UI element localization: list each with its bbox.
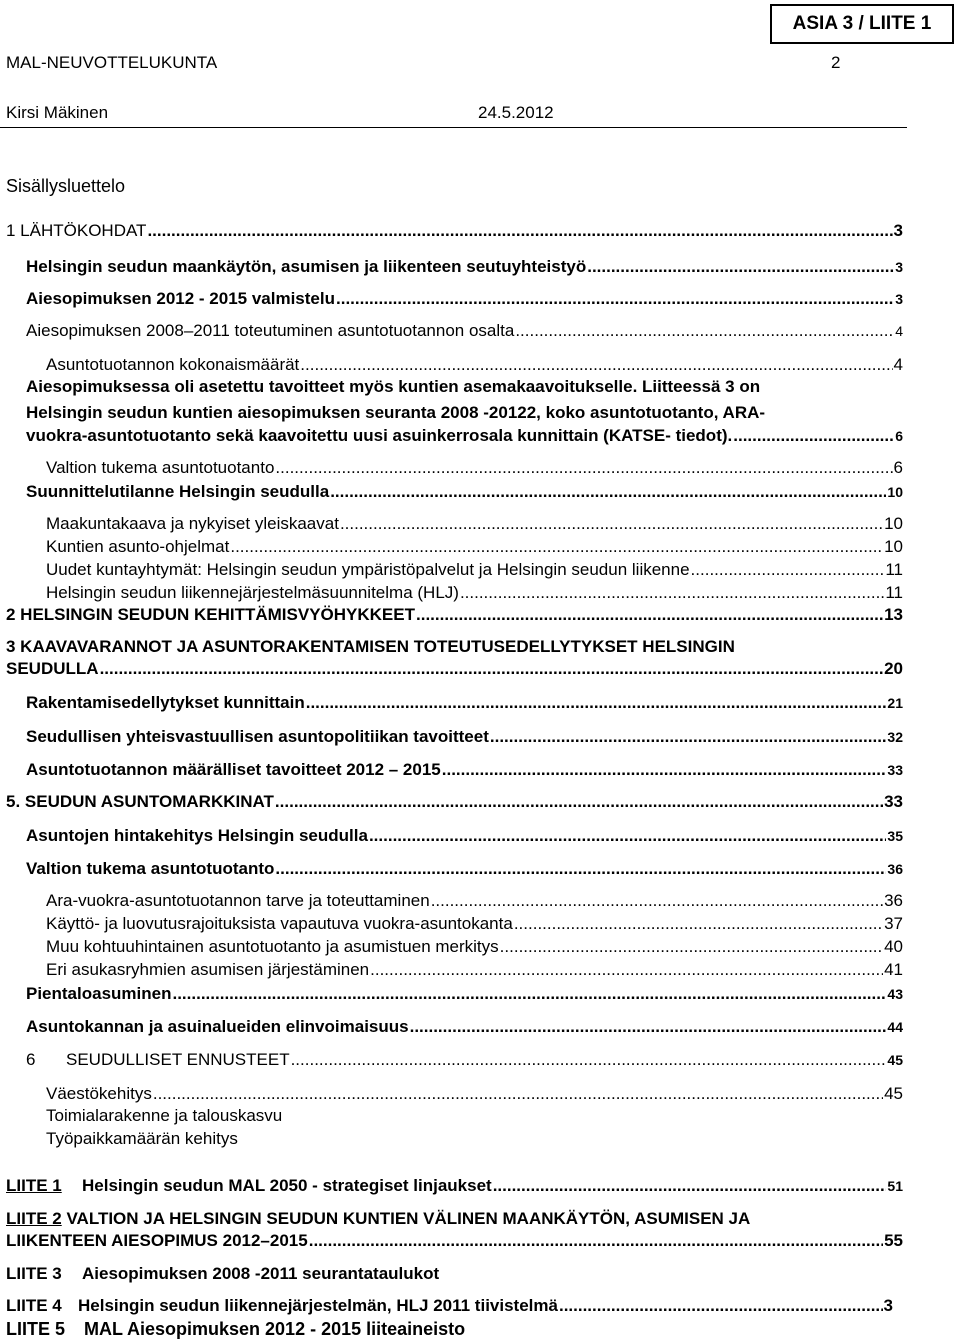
- toc-entry-attachment[interactable]: LIITE 2 VALTION JA HELSINGIN SEUDUN KUNTIEN VÄLINEN MAANKÄYTÖN, ASUMISEN JA: [6, 1209, 751, 1228]
- toc-entry[interactable]: Valtion tukema asuntotuotanto ..... 6: [46, 457, 903, 479]
- toc-entry[interactable]: Valtion tukema asuntotuotanto ..... 36: [26, 858, 903, 880]
- header-page-number: 2: [831, 53, 841, 72]
- toc-entry[interactable]: Rakentamisedellytykset kunnittain ..... 21: [26, 692, 903, 714]
- toc-entry[interactable]: Eri asukasryhmien asumisen järjestäminen ..... 41: [46, 959, 903, 981]
- toc-entry[interactable]: Muu kohtuuhintainen asuntotuotanto ja asumistuen merkitys ..... 40: [46, 936, 903, 958]
- toc-entry[interactable]: Helsingin seudun liikennejärjestelmäsuunnitelma (HLJ) ..... 11: [46, 582, 903, 604]
- header-divider: [0, 127, 907, 128]
- toc-entry[interactable]: Aiesopimuksen 2008–2011 toteutuminen asuntotuotannon osalta ..... 4: [26, 320, 903, 342]
- toc-entry[interactable]: Ara-vuokra-asuntotuotannon tarve ja toteuttaminen ..... 36: [46, 890, 903, 912]
- toc-entry[interactable]: 6 SEUDULLISET ENNUSTEET ..... 45: [26, 1049, 903, 1071]
- toc-entry[interactable]: Väestökehitys ..... 45: [46, 1083, 903, 1105]
- toc-entry[interactable]: Aiesopimuksen 2012 - 2015 valmistelu ..... 3: [26, 288, 903, 310]
- toc-entry[interactable]: Asuntojen hintakehitys Helsingin seudulla ..... 35: [26, 825, 903, 847]
- toc-entry[interactable]: vuokra-asuntotuotanto sekä kaavoitettu uusi asuinkerrosala kunnittain (KATSE- tiedot). ..... 6: [26, 425, 903, 447]
- header-org: MAL-NEUVOTTELUKUNTA: [6, 53, 218, 72]
- toc-entry[interactable]: Maakuntakaava ja nykyiset yleiskaavat ..... 10: [46, 513, 903, 535]
- toc-entry[interactable]: LIIKENTEEN AIESOPIMUS 2012–2015 ..... 55: [6, 1230, 903, 1252]
- toc-entry[interactable]: Pientaloasuminen ..... 43: [26, 983, 903, 1005]
- toc-entry[interactable]: 5. SEUDUN ASUNTOMARKKINAT ..... 33: [6, 791, 903, 813]
- toc-entry-line[interactable]: 3 KAAVAVARANNOT JA ASUNTORAKENTAMISEN TOTEUTUSEDELLYTYKSET HELSINGIN: [6, 637, 735, 656]
- toc-entry[interactable]: Kuntien asunto-ohjelmat ..... 10: [46, 536, 903, 558]
- header-date: 24.5.2012: [478, 103, 554, 122]
- toc-entry-attachment[interactable]: LIITE 1 Helsingin seudun MAL 2050 - strategiset linjaukset ..... 51: [6, 1175, 903, 1197]
- toc-entry[interactable]: Suunnittelutilanne Helsingin seudulla ..... 10: [26, 481, 903, 503]
- toc-entry[interactable]: Asuntotuotannon kokonaismäärät ..... 4: [46, 354, 903, 376]
- toc-entry-line[interactable]: Aiesopimuksessa oli asetettu tavoitteet myös kuntien asemakaavoitukselle. Liitteessä 3 on: [26, 377, 761, 396]
- toc-entry[interactable]: Uudet kuntayhtymät: Helsingin seudun ympäristöpalvelut ja Helsingin seudun liikenne ..... 11: [46, 559, 903, 581]
- toc-entry[interactable]: Seudullisen yhteisvastuullisen asuntopolitiikan tavoitteet ..... 32: [26, 726, 903, 748]
- toc-entry[interactable]: 1 LÄHTÖKOHDAT ..... 3: [6, 220, 903, 242]
- toc-entry-line[interactable]: Helsingin seudun kuntien aiesopimuksen seuranta 2008 -20122, koko asuntotuotanto, ARA-: [26, 403, 766, 422]
- toc-entry-attachment[interactable]: LIITE 4 Helsingin seudun liikennejärjestelmän, HLJ 2011 tiivistelmä ..... 3: [6, 1295, 893, 1317]
- toc-entry[interactable]: Asuntokannan ja asuinalueiden elinvoimaisuus ..... 44: [26, 1016, 903, 1038]
- toc-entry[interactable]: Työpaikkamäärän kehitys: [46, 1129, 238, 1148]
- toc-entry[interactable]: Toimialarakenne ja talouskasvu: [46, 1106, 283, 1125]
- toc-entry[interactable]: SEUDULLA ..... 20: [6, 658, 903, 680]
- toc-entry-attachment[interactable]: LIITE 5 MAL Aiesopimuksen 2012 - 2015 liiteaineisto: [6, 1319, 466, 1339]
- toc-entry-attachment[interactable]: LIITE 3 Aiesopimuksen 2008 -2011 seurantataulukot: [6, 1264, 440, 1283]
- toc-entry[interactable]: Asuntotuotannon määrälliset tavoitteet 2012 – 2015 ..... 33: [26, 759, 903, 781]
- toc-entry[interactable]: Käyttö- ja luovutusrajoituksista vapautuva vuokra-asuntokanta ..... 37: [46, 913, 903, 935]
- header-author: Kirsi Mäkinen: [6, 103, 109, 122]
- toc-entry[interactable]: Helsingin seudun maankäytön, asumisen ja liikenteen seutuyhteistyö ..... 3: [26, 256, 903, 278]
- toc-entry[interactable]: 2 HELSINGIN SEUDUN KEHITTÄMISVYÖHYKKEET ..... 13: [6, 604, 903, 626]
- attachment-stamp: ASIA 3 / LIITE 1: [770, 4, 954, 44]
- toc-title: Sisällysluettelo: [6, 176, 126, 196]
